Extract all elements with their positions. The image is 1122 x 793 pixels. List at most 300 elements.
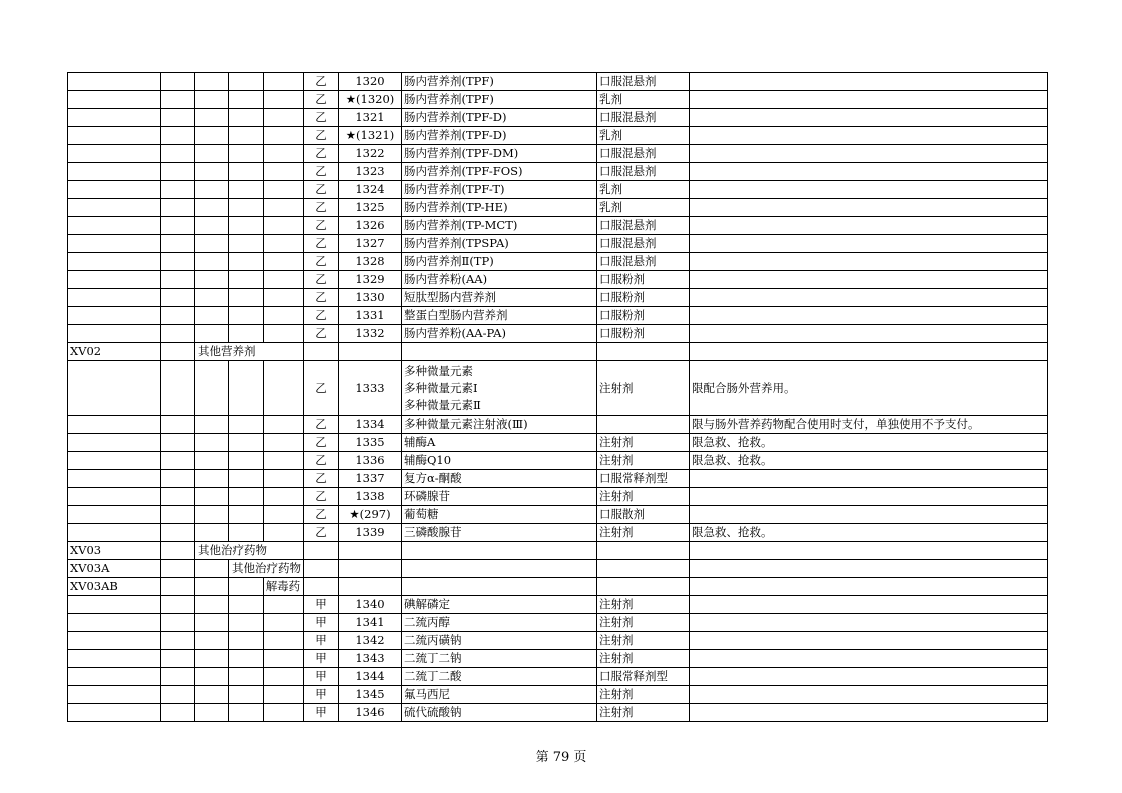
empty-cell <box>195 560 229 578</box>
drug-name-line: 多种微量元素Ⅱ <box>404 397 481 412</box>
remark-cell: 限配合肠外营养用。 <box>690 361 1048 416</box>
table-row <box>68 506 1048 524</box>
empty-cell <box>195 668 229 686</box>
empty-cell <box>229 163 264 181</box>
empty-cell <box>68 686 161 704</box>
code-cell: XV03A <box>68 560 161 578</box>
table-row <box>68 199 1048 217</box>
empty-cell <box>263 181 303 199</box>
dosage-form-cell: 注射剂 <box>597 650 690 668</box>
empty-cell <box>690 560 1048 578</box>
category-cell: 甲 <box>304 704 339 722</box>
table-row <box>68 632 1048 650</box>
empty-cell <box>195 253 229 271</box>
dosage-form-cell: 注射剂 <box>597 488 690 506</box>
dosage-form-cell <box>597 416 690 434</box>
empty-cell <box>68 416 161 434</box>
category-cell: 乙 <box>304 488 339 506</box>
code-cell: XV03AB <box>68 578 161 596</box>
number-cell: 1340 <box>339 596 402 614</box>
empty-cell <box>304 343 339 361</box>
group-label: 其他营养剂 <box>195 343 304 361</box>
number-cell: 1339 <box>339 524 402 542</box>
category-cell: 乙 <box>304 109 339 127</box>
number-cell: ★(1321) <box>339 127 402 145</box>
empty-cell <box>263 199 303 217</box>
number-cell: 1326 <box>339 217 402 235</box>
category-cell: 乙 <box>304 163 339 181</box>
empty-cell <box>161 488 195 506</box>
empty-cell <box>68 506 161 524</box>
empty-cell <box>229 452 264 470</box>
empty-cell <box>161 73 195 91</box>
empty-cell <box>161 650 195 668</box>
empty-cell <box>263 325 303 343</box>
empty-cell <box>161 343 195 361</box>
drug-name-cell: 多种微量元素注射液(Ⅲ) <box>402 416 597 434</box>
empty-cell <box>195 163 229 181</box>
empty-cell <box>229 235 264 253</box>
group-label: 解毒药 <box>263 578 303 596</box>
number-cell: 1344 <box>339 668 402 686</box>
empty-cell <box>597 560 690 578</box>
empty-cell <box>195 686 229 704</box>
category-cell: 乙 <box>304 506 339 524</box>
empty-cell <box>68 217 161 235</box>
empty-cell <box>263 488 303 506</box>
number-cell: 1336 <box>339 452 402 470</box>
remark-cell <box>690 199 1048 217</box>
empty-cell <box>195 73 229 91</box>
empty-cell <box>68 632 161 650</box>
empty-cell <box>161 704 195 722</box>
category-cell: 乙 <box>304 181 339 199</box>
empty-cell <box>263 307 303 325</box>
dosage-form-cell: 口服粉剂 <box>597 325 690 343</box>
drug-name-cell <box>402 361 597 416</box>
empty-cell <box>195 181 229 199</box>
drug-name-cell: 复方α-酮酸 <box>402 470 597 488</box>
category-cell: 乙 <box>304 91 339 109</box>
empty-cell <box>68 163 161 181</box>
drug-name-line: 多种微量元素Ⅰ <box>404 380 478 395</box>
remark-cell <box>690 632 1048 650</box>
empty-cell <box>263 596 303 614</box>
empty-cell <box>229 578 264 596</box>
empty-cell <box>229 361 264 416</box>
empty-cell <box>229 596 264 614</box>
table-body <box>68 73 1048 722</box>
empty-cell <box>161 596 195 614</box>
empty-cell <box>263 470 303 488</box>
number-cell: 1331 <box>339 307 402 325</box>
remark-cell: 限急救、抢救。 <box>690 434 1048 452</box>
empty-cell <box>68 488 161 506</box>
empty-cell <box>68 235 161 253</box>
empty-cell <box>690 343 1048 361</box>
dosage-form-cell: 口服常释剂型 <box>597 668 690 686</box>
number-cell: 1337 <box>339 470 402 488</box>
drug-name-cell: 硫代硫酸钠 <box>402 704 597 722</box>
category-cell: 乙 <box>304 289 339 307</box>
remark-cell <box>690 163 1048 181</box>
category-cell: 乙 <box>304 73 339 91</box>
empty-cell <box>195 217 229 235</box>
empty-cell <box>161 470 195 488</box>
table-row <box>68 596 1048 614</box>
empty-cell <box>229 632 264 650</box>
empty-cell <box>402 578 597 596</box>
drug-name-cell: 肠内营养粉(AA-PA) <box>402 325 597 343</box>
empty-cell <box>195 524 229 542</box>
table-row <box>68 704 1048 722</box>
empty-cell <box>161 668 195 686</box>
dosage-form-cell: 注射剂 <box>597 434 690 452</box>
empty-cell <box>68 73 161 91</box>
empty-cell <box>68 307 161 325</box>
empty-cell <box>263 289 303 307</box>
empty-cell <box>229 470 264 488</box>
dosage-form-cell: 注射剂 <box>597 361 690 416</box>
dosage-form-cell: 口服常释剂型 <box>597 470 690 488</box>
remark-cell <box>690 271 1048 289</box>
remark-cell <box>690 127 1048 145</box>
number-cell: 1332 <box>339 325 402 343</box>
dosage-form-cell: 注射剂 <box>597 596 690 614</box>
remark-cell <box>690 614 1048 632</box>
remark-cell <box>690 325 1048 343</box>
empty-cell <box>229 181 264 199</box>
empty-cell <box>161 325 195 343</box>
empty-cell <box>690 578 1048 596</box>
empty-cell <box>229 127 264 145</box>
empty-cell <box>229 307 264 325</box>
empty-cell <box>68 668 161 686</box>
category-cell: 乙 <box>304 199 339 217</box>
dosage-form-cell: 口服粉剂 <box>597 307 690 325</box>
empty-cell <box>263 271 303 289</box>
number-cell: 1338 <box>339 488 402 506</box>
category-cell: 乙 <box>304 145 339 163</box>
empty-cell <box>304 542 339 560</box>
dosage-form-cell: 乳剂 <box>597 91 690 109</box>
empty-cell <box>161 145 195 163</box>
empty-cell <box>68 596 161 614</box>
empty-cell <box>161 524 195 542</box>
drug-name-cell: 肠内营养剂(TPF-T) <box>402 181 597 199</box>
empty-cell <box>263 632 303 650</box>
empty-cell <box>68 704 161 722</box>
empty-cell <box>68 91 161 109</box>
empty-cell <box>68 127 161 145</box>
empty-cell <box>229 704 264 722</box>
empty-cell <box>68 434 161 452</box>
dosage-form-cell: 注射剂 <box>597 632 690 650</box>
empty-cell <box>402 560 597 578</box>
page-number: 第 79 页 <box>535 750 587 765</box>
category-cell: 甲 <box>304 650 339 668</box>
empty-cell <box>597 542 690 560</box>
dosage-form-cell: 口服混悬剂 <box>597 235 690 253</box>
drug-name-cell: 环磷腺苷 <box>402 488 597 506</box>
empty-cell <box>161 614 195 632</box>
category-cell: 乙 <box>304 307 339 325</box>
drug-name-cell: 肠内营养剂(TPF) <box>402 91 597 109</box>
empty-cell <box>68 289 161 307</box>
category-cell: 乙 <box>304 235 339 253</box>
category-cell: 甲 <box>304 632 339 650</box>
number-cell: 1333 <box>339 361 402 416</box>
empty-cell <box>263 452 303 470</box>
empty-cell <box>229 686 264 704</box>
empty-cell <box>161 578 195 596</box>
empty-cell <box>161 506 195 524</box>
empty-cell <box>195 127 229 145</box>
number-cell: 1323 <box>339 163 402 181</box>
empty-cell <box>339 343 402 361</box>
empty-cell <box>263 614 303 632</box>
group-row <box>68 560 1048 578</box>
number-cell: 1345 <box>339 686 402 704</box>
remark-cell: 限与肠外营养药物配合使用时支付，单独使用不予支付。 <box>690 416 1048 434</box>
drug-name-cell: 肠内营养剂(TPF) <box>402 73 597 91</box>
remark-cell <box>690 289 1048 307</box>
empty-cell <box>161 127 195 145</box>
dosage-form-cell: 口服粉剂 <box>597 271 690 289</box>
empty-cell <box>161 199 195 217</box>
number-cell: ★(297) <box>339 506 402 524</box>
table-row <box>68 361 1048 416</box>
dosage-form-cell: 乳剂 <box>597 127 690 145</box>
empty-cell <box>68 325 161 343</box>
category-cell: 甲 <box>304 668 339 686</box>
empty-cell <box>263 109 303 127</box>
empty-cell <box>195 361 229 416</box>
remark-cell <box>690 650 1048 668</box>
remark-cell <box>690 307 1048 325</box>
empty-cell <box>161 361 195 416</box>
empty-cell <box>195 145 229 163</box>
drug-name-cell: 肠内营养剂(TP-HE) <box>402 199 597 217</box>
empty-cell <box>229 271 264 289</box>
drug-name-line: 多种微量元素 <box>404 363 473 378</box>
table-row <box>68 307 1048 325</box>
number-cell: 1335 <box>339 434 402 452</box>
table-row <box>68 470 1048 488</box>
dosage-form-cell: 注射剂 <box>597 524 690 542</box>
empty-cell <box>304 578 339 596</box>
empty-cell <box>263 73 303 91</box>
table-row <box>68 289 1048 307</box>
group-row <box>68 578 1048 596</box>
empty-cell <box>229 614 264 632</box>
empty-cell <box>195 307 229 325</box>
category-cell: 乙 <box>304 452 339 470</box>
empty-cell <box>229 325 264 343</box>
empty-cell <box>195 488 229 506</box>
remark-cell <box>690 596 1048 614</box>
empty-cell <box>195 470 229 488</box>
drug-name-cell: 肠内营养粉(AA) <box>402 271 597 289</box>
remark-cell <box>690 704 1048 722</box>
empty-cell <box>161 307 195 325</box>
table-row <box>68 127 1048 145</box>
category-cell: 乙 <box>304 271 339 289</box>
remark-cell <box>690 470 1048 488</box>
drug-name-cell: 二巯丙磺钠 <box>402 632 597 650</box>
number-cell: 1342 <box>339 632 402 650</box>
table-row <box>68 163 1048 181</box>
remark-cell <box>690 235 1048 253</box>
table-row <box>68 109 1048 127</box>
empty-cell <box>161 271 195 289</box>
number-cell: 1325 <box>339 199 402 217</box>
drug-name-cell: 二巯丁二酸 <box>402 668 597 686</box>
remark-cell <box>690 109 1048 127</box>
empty-cell <box>339 578 402 596</box>
table-row <box>68 325 1048 343</box>
empty-cell <box>690 542 1048 560</box>
table-row <box>68 253 1048 271</box>
category-cell: 乙 <box>304 470 339 488</box>
empty-cell <box>161 181 195 199</box>
empty-cell <box>263 668 303 686</box>
empty-cell <box>263 253 303 271</box>
drug-list-table <box>67 72 1048 722</box>
empty-cell <box>195 614 229 632</box>
empty-cell <box>68 253 161 271</box>
empty-cell <box>161 91 195 109</box>
number-cell: 1341 <box>339 614 402 632</box>
empty-cell <box>161 163 195 181</box>
empty-cell <box>229 289 264 307</box>
empty-cell <box>195 325 229 343</box>
empty-cell <box>195 596 229 614</box>
empty-cell <box>263 145 303 163</box>
empty-cell <box>263 686 303 704</box>
empty-cell <box>229 253 264 271</box>
empty-cell <box>339 560 402 578</box>
remark-cell: 限急救、抢救。 <box>690 452 1048 470</box>
number-cell: 1330 <box>339 289 402 307</box>
empty-cell <box>597 343 690 361</box>
empty-cell <box>229 199 264 217</box>
empty-cell <box>229 145 264 163</box>
dosage-form-cell: 口服粉剂 <box>597 289 690 307</box>
dosage-form-cell: 乳剂 <box>597 181 690 199</box>
empty-cell <box>402 542 597 560</box>
empty-cell <box>68 470 161 488</box>
category-cell: 甲 <box>304 614 339 632</box>
drug-name-cell: 二巯丁二钠 <box>402 650 597 668</box>
empty-cell <box>229 73 264 91</box>
drug-name-cell: 辅酶Q10 <box>402 452 597 470</box>
empty-cell <box>195 506 229 524</box>
dosage-form-cell: 口服混悬剂 <box>597 109 690 127</box>
table-row <box>68 73 1048 91</box>
table-row <box>68 145 1048 163</box>
empty-cell <box>68 452 161 470</box>
empty-cell <box>195 452 229 470</box>
table-row <box>68 614 1048 632</box>
empty-cell <box>195 199 229 217</box>
number-cell: 1320 <box>339 73 402 91</box>
drug-name-cell: 碘解磷定 <box>402 596 597 614</box>
empty-cell <box>229 91 264 109</box>
drug-name-cell: 葡萄糖 <box>402 506 597 524</box>
empty-cell <box>263 91 303 109</box>
empty-cell <box>68 524 161 542</box>
dosage-form-cell: 注射剂 <box>597 614 690 632</box>
empty-cell <box>161 452 195 470</box>
group-label: 其他治疗药物 <box>195 542 304 560</box>
number-cell: 1334 <box>339 416 402 434</box>
number-cell: 1324 <box>339 181 402 199</box>
number-cell: ★(1320) <box>339 91 402 109</box>
table-row <box>68 650 1048 668</box>
empty-cell <box>597 578 690 596</box>
empty-cell <box>263 217 303 235</box>
dosage-form-cell: 注射剂 <box>597 686 690 704</box>
empty-cell <box>195 289 229 307</box>
empty-cell <box>68 109 161 127</box>
empty-cell <box>161 235 195 253</box>
empty-cell <box>229 434 264 452</box>
number-cell: 1322 <box>339 145 402 163</box>
group-row <box>68 343 1048 361</box>
drug-name-cell: 肠内营养剂Ⅱ(TP) <box>402 253 597 271</box>
empty-cell <box>195 434 229 452</box>
category-cell: 乙 <box>304 325 339 343</box>
empty-cell <box>263 650 303 668</box>
table-row <box>68 434 1048 452</box>
category-cell: 乙 <box>304 127 339 145</box>
empty-cell <box>304 560 339 578</box>
remark-cell <box>690 91 1048 109</box>
category-cell: 乙 <box>304 361 339 416</box>
drug-name-cell: 肠内营养剂(TPF-DM) <box>402 145 597 163</box>
empty-cell <box>195 704 229 722</box>
number-cell: 1328 <box>339 253 402 271</box>
drug-name-cell: 辅酶A <box>402 434 597 452</box>
empty-cell <box>68 650 161 668</box>
empty-cell <box>68 181 161 199</box>
category-cell: 乙 <box>304 434 339 452</box>
number-cell: 1327 <box>339 235 402 253</box>
empty-cell <box>161 434 195 452</box>
empty-cell <box>229 650 264 668</box>
drug-name-cell: 肠内营养剂(TPF-D) <box>402 109 597 127</box>
empty-cell <box>229 217 264 235</box>
empty-cell <box>195 91 229 109</box>
drug-name-cell: 三磷酸腺苷 <box>402 524 597 542</box>
empty-cell <box>229 668 264 686</box>
empty-cell <box>161 686 195 704</box>
category-cell: 甲 <box>304 596 339 614</box>
remark-cell <box>690 686 1048 704</box>
empty-cell <box>68 199 161 217</box>
empty-cell <box>161 542 195 560</box>
empty-cell <box>195 650 229 668</box>
dosage-form-cell: 注射剂 <box>597 452 690 470</box>
group-label: 其他治疗药物 <box>229 560 304 578</box>
dosage-form-cell: 注射剂 <box>597 704 690 722</box>
number-cell: 1343 <box>339 650 402 668</box>
table-row <box>68 524 1048 542</box>
dosage-form-cell: 口服混悬剂 <box>597 73 690 91</box>
code-cell: XV02 <box>68 343 161 361</box>
number-cell: 1329 <box>339 271 402 289</box>
